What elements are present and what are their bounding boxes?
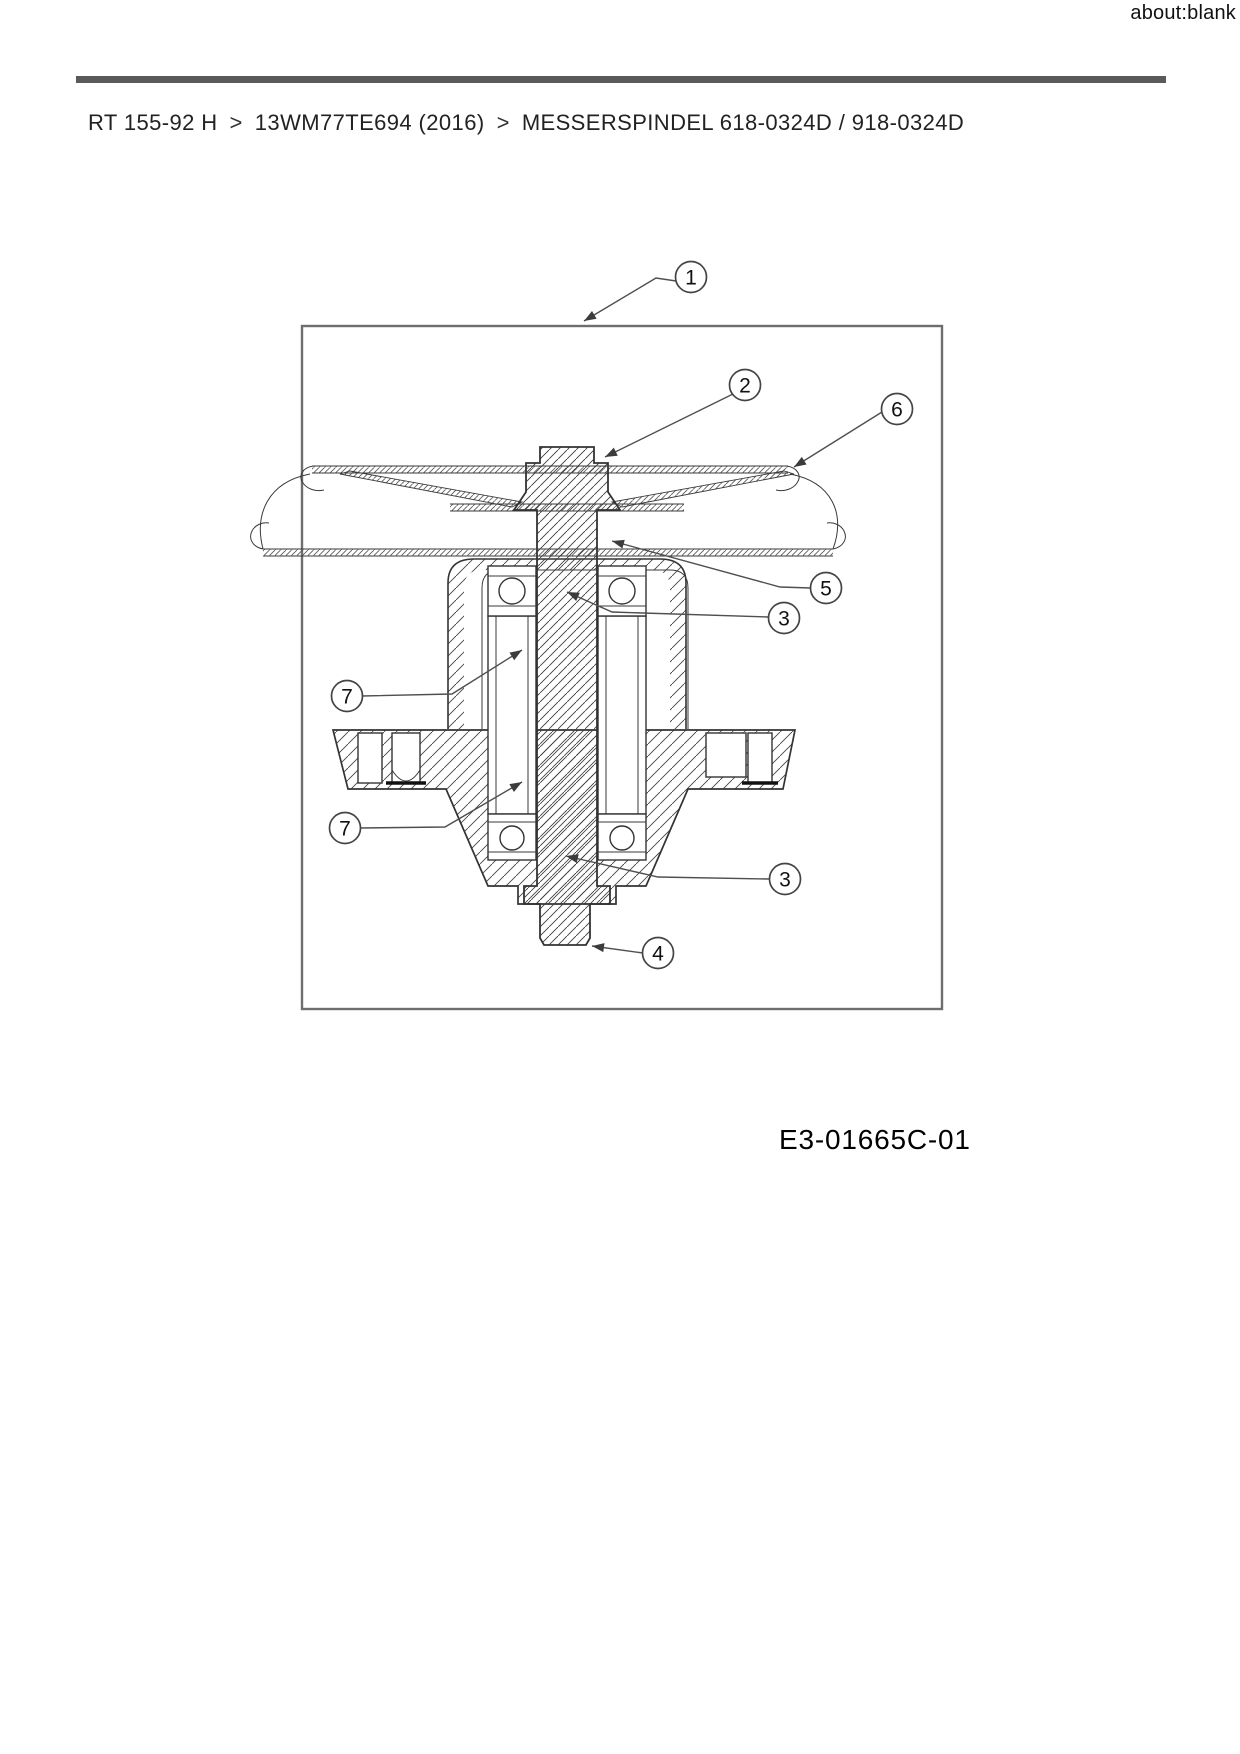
breadcrumb-item: RT 155-92 H: [88, 110, 218, 135]
breadcrumb-separator: >: [229, 110, 243, 135]
breadcrumb-item: 13WM77TE694 (2016): [254, 110, 485, 135]
breadcrumb-separator: >: [496, 110, 510, 135]
callout-6: [792, 394, 913, 471]
drawing-number: E3-01665C-01: [779, 1124, 971, 1155]
callout-number: 7: [339, 817, 351, 841]
callout-number: 7: [341, 685, 353, 709]
browser-print-header-url: about:blank: [1130, 2, 1236, 24]
leader-arrow-icon: [603, 448, 618, 461]
callout-4: [591, 938, 673, 969]
callout-number: 2: [739, 374, 751, 398]
callout-number: 1: [685, 266, 697, 290]
breadcrumb-item: MESSERSPINDEL 618-0324D / 918-0324D: [521, 110, 965, 135]
callout-number: 3: [779, 868, 791, 892]
leader-arrow-icon: [611, 537, 625, 549]
callout-2: [603, 370, 760, 462]
callout-number: 5: [820, 577, 832, 601]
callout-1: [582, 262, 707, 325]
callout-number: 6: [891, 398, 903, 422]
callout-number: 3: [778, 607, 790, 631]
leader-arrow-icon: [582, 311, 597, 325]
callout-number: 4: [652, 942, 664, 966]
